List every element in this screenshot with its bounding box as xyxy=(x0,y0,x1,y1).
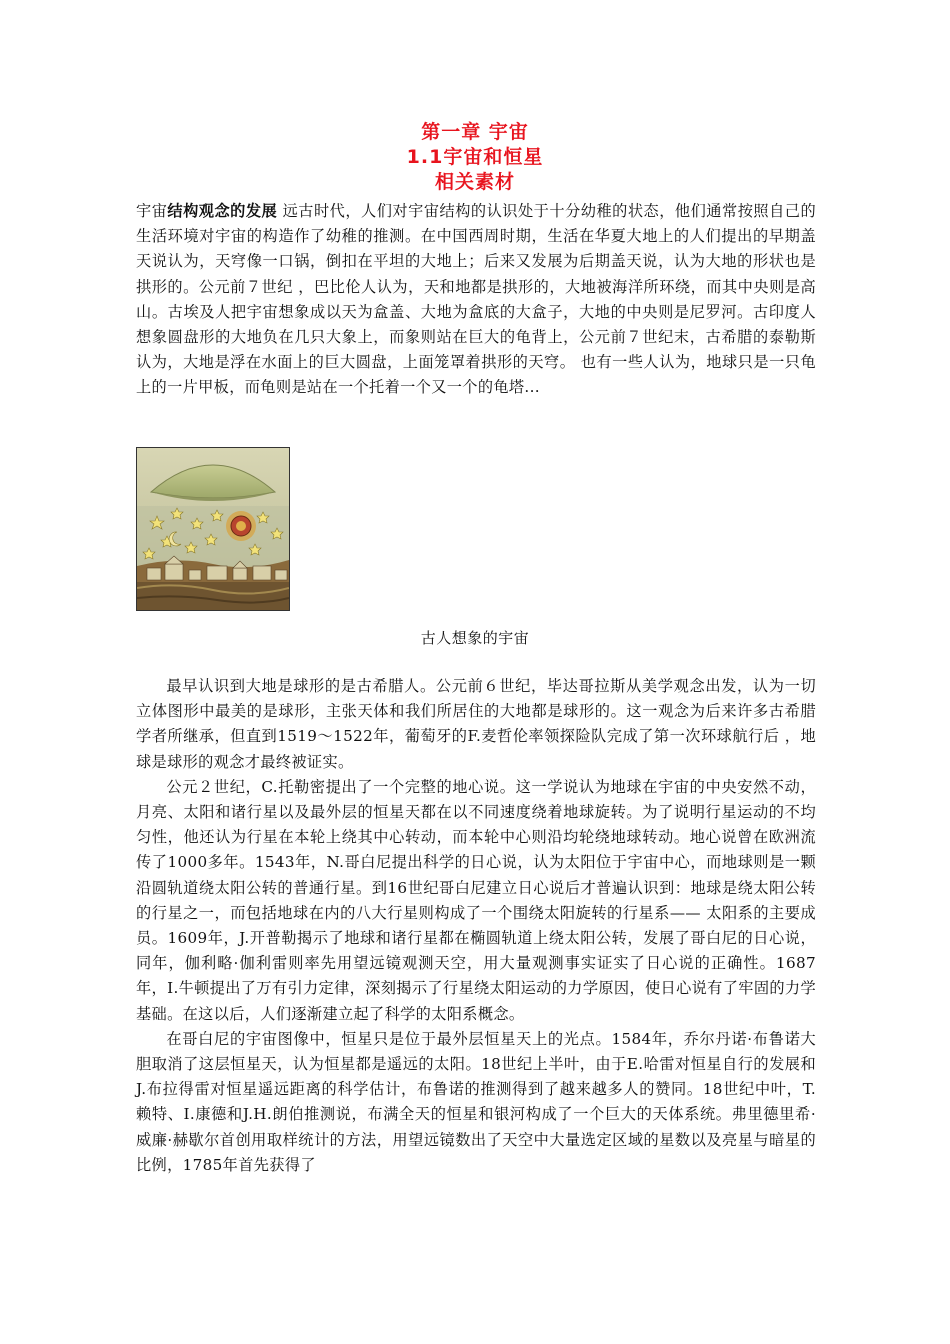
ancient-universe-illustration xyxy=(137,448,289,610)
body-text xyxy=(136,674,816,1178)
intro-lead: 宇宙 xyxy=(136,202,168,220)
figure-caption: 古人想象的宇宙 xyxy=(420,629,530,647)
paragraph: 最早认识到大地是球形的是古希腊人。公元前６世纪，毕达哥拉斯从美学观念出发，认为一切立体图形中最美的是球形，主张天体和我们所居住的大地都是球形的。这一观念为后来许多古希腊学者所继承，但直到1519～1522年，葡萄牙的F.麦哲伦率领探险队完成了第一次环球航行后 ，地球是球形的观念才最终被证实。 xyxy=(136,677,816,771)
intro-paragraph xyxy=(136,199,816,401)
material-subtitle: 相关素材 xyxy=(434,171,515,193)
section-title: 1.1宇宙和恒星 xyxy=(406,146,544,168)
chapter-title: 第一章 宇宙 xyxy=(421,121,529,143)
paragraph: 公元２世纪，C.托勒密提出了一个完整的地心说。这一学说认为地球在宇宙的中央安然不动，月亮、太阳和诸行星以及最外层的恒星天都在以不同速度绕着地球旋转。为了说明行星运动的不均匀性，他还认为行星在本轮上绕其中心转动，而本轮中心则沿均轮绕地球转动。地心说曾在欧洲流传了1000多年。1543年，N.哥白尼提出科学的日心说，认为太阳位于宇宙中心，而地球则是一颗沿圆轨道绕太阳公转的普通行星。到16世纪哥白尼建立日心说后才普遍认识到：地球是绕太阳公转的行星之一，而包括地球在内的八大行星则构成了一个围绕太阳旋转的行星系—— 太阳系的主要成员。1609年，J.开普勒揭示了地球和诸行星都在椭圆轨道上绕太阳公转，发展了哥白尼的日心说，同年，伽利略·伽利雷则率先用望远镜观测天空，用大量观测事实证实了日心说的正确性。1687年，I.牛顿提出了万有引力定律，深刻揭示了行星绕太阳运动的力学原因，使日心说有了牢固的力学基础。在这以后，人们逐渐建立起了科学的太阳系概念。 xyxy=(136,777,816,1023)
sun-icon xyxy=(226,511,256,541)
intro-lead-bold: 结构观念的发展 xyxy=(167,202,278,220)
paragraph: 在哥白尼的宇宙图像中，恒星只是位于最外层恒星天上的光点。1584年，乔尔丹诺·布鲁诺大胆取消了这层恒星天，认为恒星都是遥远的太阳。18世纪上半叶，由于E.哈雷对恒星自行的发展和J.布拉得雷对恒星遥远距离的科学估计，布鲁诺的推测得到了越来越多人的赞同。18世纪中叶，T.赖特、I.康德和J.H.朗伯推测说，布满全天的恒星和银河构成了一个巨大的天体系统。弗里德里希·威廉·赫歇尔首创用取样统计的方法，用望远镜数出了天空中大量选定区域的星数以及亮星与暗星的比例，1785年首先获得了 xyxy=(136,1029,816,1174)
ancient-universe-image xyxy=(136,447,290,611)
title-block xyxy=(0,120,950,195)
intro-body: 远古时代，人们对宇宙结构的认识处于十分幼稚的状态，他们通常按照自己的生活环境对宇宙的构造作了幼稚的推测。在中国西周时期，生活在华夏大地上的人们提出的早期盖天说认为，天穹像一口锅，倒扣在平坦的大地上；后来又发展为后期盖天说，认为大地的形状也是拱形的。公元前７世纪 ，巴比伦人认为，天和地都是拱形的，大地被海洋所环绕，而其中央则是高山。古埃及人把宇宙想象成以天为盒盖、大地为盒底的大盒子，大地的中央则是尼罗河。古印度人想象圆盘形的大地负在几只大象上，而象则站在巨大的龟背上，公元前７世纪末，古希腊的泰勒斯认为，大地是浮在水面上的巨大圆盘，上面笼罩着拱形的天穹。 也有一些人认为，地球只是一只龟上的一片甲板，而龟则是站在一个托着一个又一个的龟塔... xyxy=(136,202,817,397)
